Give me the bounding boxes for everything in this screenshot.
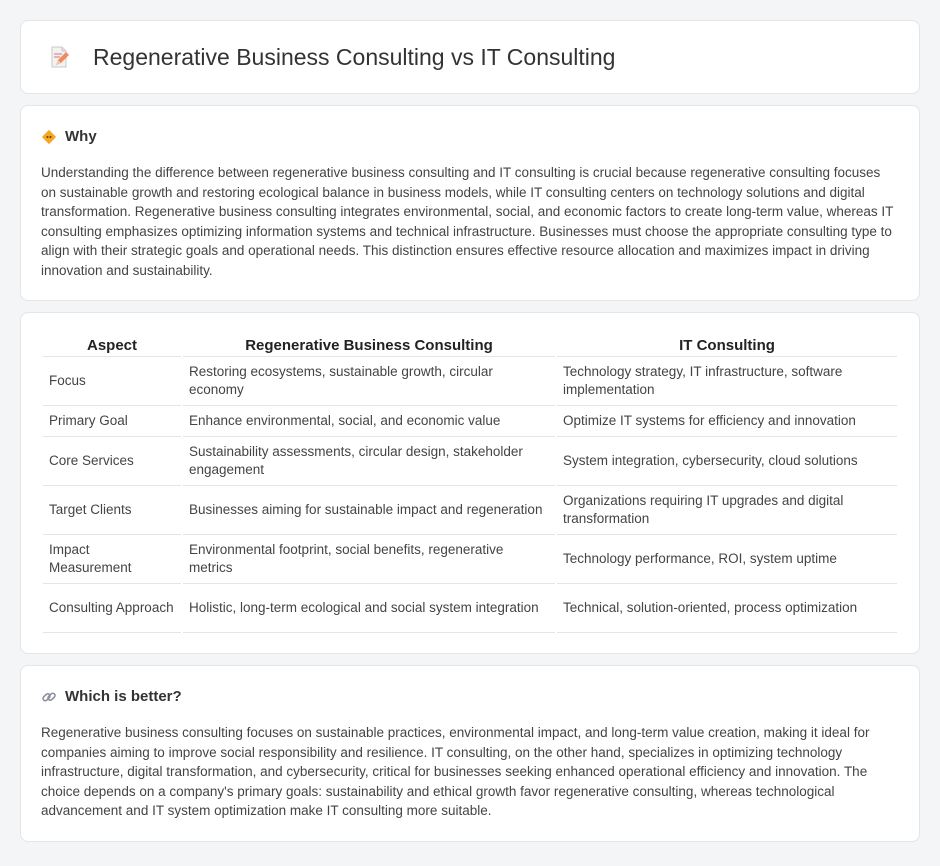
table-cell: Optimize IT systems for efficiency and innovation (557, 406, 897, 437)
table-cell: Target Clients (43, 486, 181, 535)
table-row (43, 486, 897, 535)
table-cell: Technology performance, ROI, system uptime (557, 535, 897, 584)
table-cell: Businesses aiming for sustainable impact and regeneration (183, 486, 555, 535)
document-pencil-icon (47, 45, 71, 69)
table-row (43, 357, 897, 406)
table-cell: Organizations requiring IT upgrades and digital transformation (557, 486, 897, 535)
table-row (43, 437, 897, 486)
comparison-table-card (20, 312, 920, 654)
table-cell: Technology strategy, IT infrastructure, software implementation (557, 357, 897, 406)
title-card (20, 20, 920, 94)
why-section (20, 105, 920, 301)
table-cell: Focus (43, 357, 181, 406)
why-title: Why (65, 128, 97, 145)
table-cell: Consulting Approach (43, 584, 181, 633)
table-cell: Environmental footprint, social benefits, regenerative metrics (183, 535, 555, 584)
header-aspect: Aspect (43, 333, 181, 357)
why-text: Understanding the difference between regenerative business consulting and IT consulting is crucial because regenerative consulting focuses on sustainable growth and restoring ecological balance in business models, while IT consulting centers on technology solutions and digital transformation. Regenerative business consulting integrates environmental, social, and economic factors to create long-term value, whereas IT consulting emphasizes optimizing information systems and technical infrastructure. Businesses must choose the appropriate consulting type to align with their strategic goals and operational needs. This distinction ensures effective resource allocation and maximizes impact in driving innovation and sustainability. (41, 165, 894, 278)
table-cell: Core Services (43, 437, 181, 486)
link-icon (41, 689, 57, 705)
table-cell: Technical, solution-oriented, process optimization (557, 584, 897, 633)
better-title: Which is better? (65, 688, 182, 705)
header-it: IT Consulting (557, 333, 897, 357)
table-cell: Sustainability assessments, circular design, stakeholder engagement (183, 437, 555, 486)
table-cell: Holistic, long-term ecological and social system integration (183, 584, 555, 633)
diamond-sign-icon (41, 129, 57, 145)
table-cell: Impact Measurement (43, 535, 181, 584)
table-cell: Primary Goal (43, 406, 181, 437)
table-row (43, 535, 897, 584)
better-text: Regenerative business consulting focuses on sustainable practices, environmental impact, and long-term value creation, making it ideal for companies aiming to improve social responsibility and resilience. IT consulting, on the other hand, specializes in optimizing technology infrastructure, digital transformation, and cybersecurity, critical for businesses seeking enhanced operational efficiency and innovation. The choice depends on a company's primary goals: sustainability and ethical growth favor regenerative consulting, whereas technological advancement and IT system optimization make IT consulting more suitable. (41, 725, 870, 818)
header-regenerative: Regenerative Business Consulting (183, 333, 555, 357)
table-cell: Enhance environmental, social, and economic value (183, 406, 555, 437)
page-title: Regenerative Business Consulting vs IT Consulting (93, 43, 616, 70)
comparison-table (41, 333, 899, 633)
table-cell: Restoring ecosystems, sustainable growth, circular economy (183, 357, 555, 406)
table-row (43, 406, 897, 437)
better-section (20, 665, 920, 842)
table-header-row (43, 333, 897, 357)
table-row (43, 584, 897, 633)
table-cell: System integration, cybersecurity, cloud solutions (557, 437, 897, 486)
